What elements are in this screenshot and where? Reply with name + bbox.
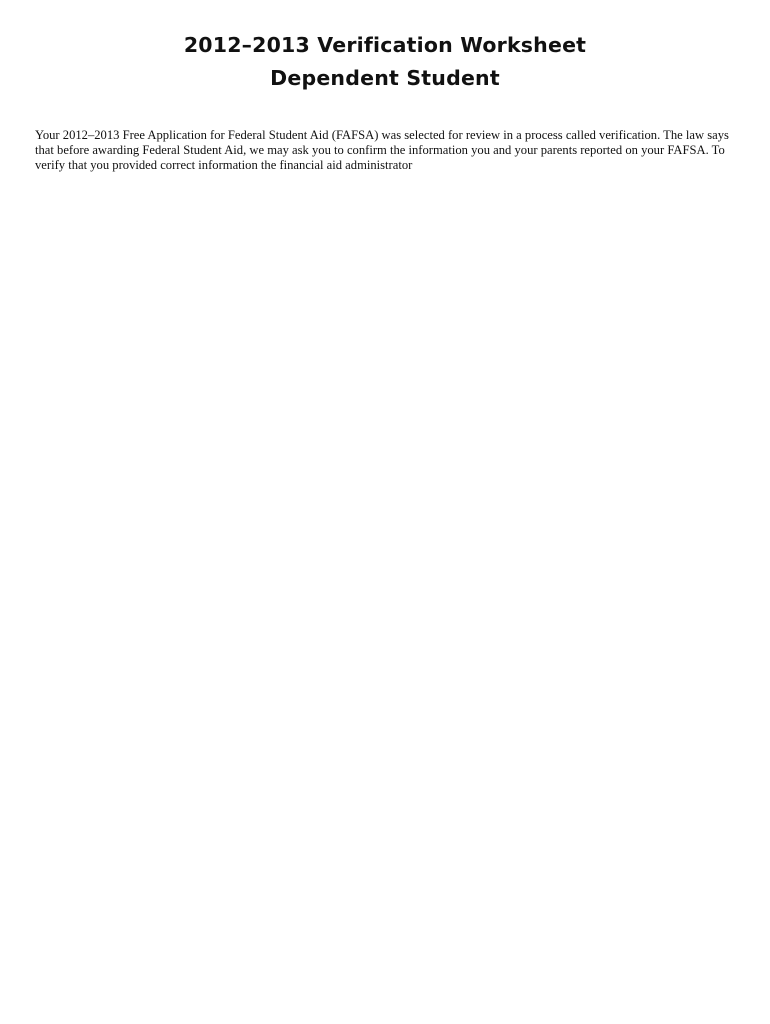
intro-line: Your 2012–2013 Free Application for Federal Student Aid (FAFSA) was selected for review in a process called verification. The law says	[35, 128, 729, 142]
document-title: 2012–2013 Verification Worksheet	[183, 33, 587, 57]
intro-line: that before awarding Federal Student Aid, we may ask you to confirm the information you and your parents reported on your FAFSA. To	[35, 143, 725, 158]
intro-line: verify that you provided correct information the financial aid administrator	[35, 158, 413, 173]
intro-paragraph	[35, 128, 741, 174]
document-subtitle: Dependent Student	[270, 66, 500, 90]
